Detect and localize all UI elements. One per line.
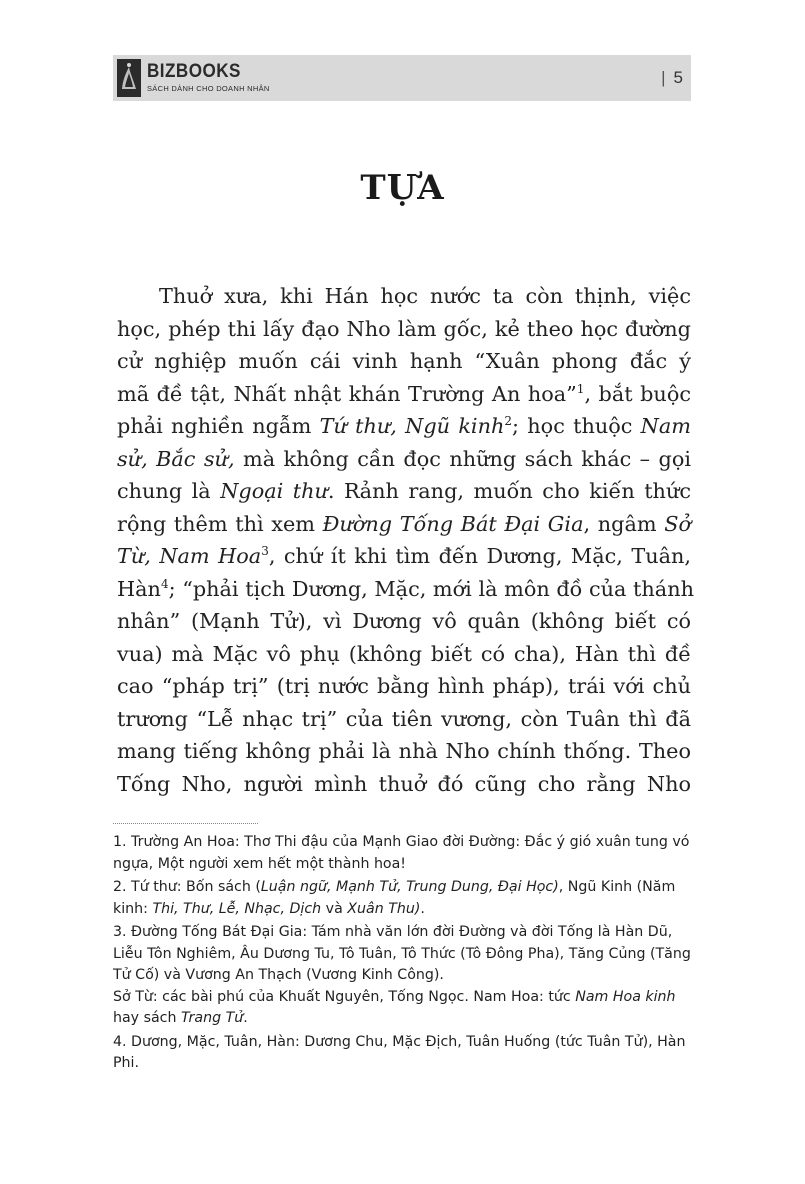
brand-tagline: SÁCH DÀNH CHO DOANH NHÂN	[147, 84, 270, 93]
page-number-value: 5	[673, 68, 683, 87]
body-paragraph	[117, 280, 694, 800]
body-line: mã đề tật, Nhất nhật khán Trường An hoa”$^1$, bắt buộc	[117, 381, 691, 406]
chapter-title: TỰA	[360, 168, 445, 208]
body-line: Hàn$^4$; “phải tịch Dương, Mặc, mới là môn đồ của thánh	[117, 576, 694, 601]
footnotes	[113, 832, 693, 1077]
body-line: Từ, Nam Hoa$^3$, chứ ít khi tìm đến Dương, Mặc, Tuân,	[117, 544, 691, 568]
footnote-1: 1. Trường An Hoa: Thơ Thi đậu của Mạnh Giao đời Đường: Đắc ý gió xuân tung vó ngựa, Một người xem hết một thành hoa!	[113, 834, 690, 872]
page-separator: |	[661, 68, 666, 87]
footnote-ref: 4	[160, 576, 169, 591]
body-line: Thuở xưa, khi Hán học nước ta còn thịnh, việc	[159, 284, 691, 308]
body-line: mang tiếng không phải là nhà Nho chính thống. Theo	[117, 739, 691, 763]
body-line: nhân” (Mạnh Tử), vì Dương vô quân (không biết có	[117, 609, 691, 633]
body-line: sử, Bắc sử, mà không cần đọc những sách khác – gọi	[117, 446, 691, 471]
footnote-4: 4. Dương, Mặc, Tuân, Hàn: Dương Chu, Mặc Địch, Tuân Huống (tức Tuân Tử), Hàn Phi.	[113, 1033, 686, 1071]
body-line: rộng thêm thì xem Đường Tống Bát Đại Gia, ngâm Sở	[117, 511, 691, 536]
body-line: chung là Ngoại thư. Rảnh rang, muốn cho kiến thức	[117, 479, 691, 503]
footnote-3: 3. Đường Tống Bát Đại Gia: Tám nhà văn lớn đời Đường và đời Tống là Hàn Dũ, Liễu Tôn Nghiêm, Âu Dương Tu, Tô Tuân, Tô Thức (Tô Đông Pha), Tăng Củng (Tăng Tử Cố) và Vương An Thạch (Vương Kinh Công).	[113, 924, 691, 983]
body-line: cử nghiệp muốn cái vinh hạnh “Xuân phong đắc ý	[117, 349, 691, 373]
brand-name: BIZBOOKS	[147, 61, 241, 82]
body-line: cao “pháp trị” (trị nước bằng hình pháp), trái với chủ	[117, 674, 691, 698]
footnote-2: 2. Tứ thư: Bốn sách (Luận ngữ, Mạnh Tử, Trung Dung, Đại Học), Ngũ Kinh (Năm kinh: Thi, Thư, Lễ, Nhạc, Dịch và Xuân Thu).	[113, 879, 676, 917]
footnote-ref: 1	[576, 381, 585, 396]
body-line: trương “Lễ nhạc trị” của tiên vương, còn Tuân thì đã	[117, 706, 691, 731]
page-number	[661, 68, 683, 88]
body-line: Tống Nho, người mình thuở đó cũng cho rằng Nho	[117, 771, 691, 796]
body-line: phải nghiền ngẫm Tứ thư, Ngũ kinh$^2$; học thuộc Nam	[117, 414, 691, 438]
body-line: vua) mà Mặc vô phụ (không biết có cha), Hàn thì đề	[117, 641, 691, 666]
body-line: học, phép thi lấy đạo Nho làm gốc, kẻ theo học đường	[117, 316, 691, 341]
footnote-divider	[113, 823, 258, 824]
footnote-ref: 2	[504, 414, 513, 429]
footnote-ref: 3	[261, 544, 269, 559]
footnote-3-continued: Sở Từ: các bài phú của Khuất Nguyên, Tống Ngọc. Nam Hoa: tức Nam Hoa kinh hay sách Trang Tử.	[113, 988, 676, 1026]
bizbooks-logo-icon	[117, 59, 141, 97]
